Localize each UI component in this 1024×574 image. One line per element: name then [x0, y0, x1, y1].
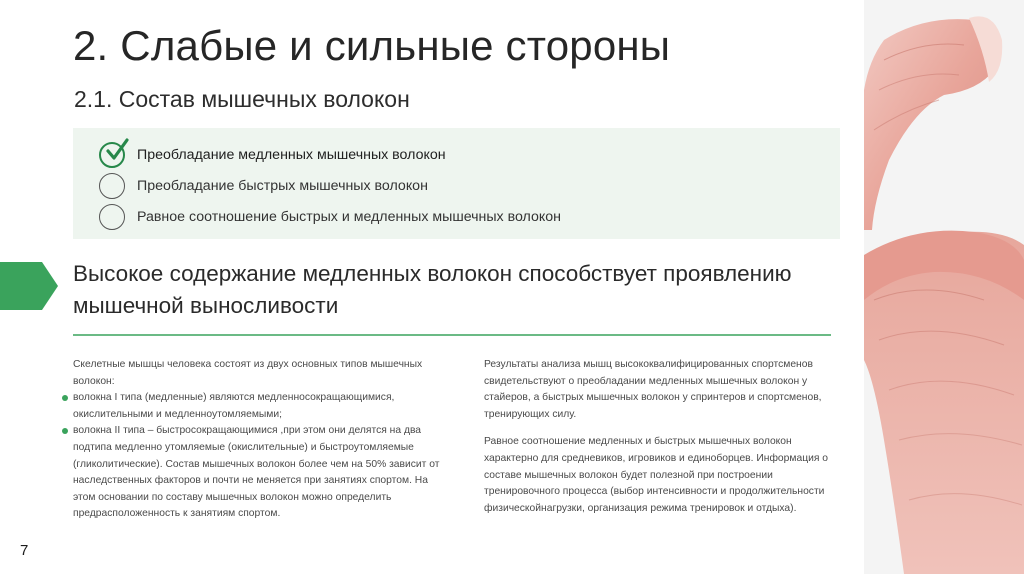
headline: Высокое содержание медленных волокон способствует проявлению мышечной выносливости — [73, 261, 792, 318]
option-label: Равное соотношение быстрых и медленных мышечных волокон — [137, 209, 561, 225]
bullet-text: волокна I типа (медленные) являются медленносокращающимися, окислительными и медленноутомляемыми; — [73, 392, 395, 420]
bullet-text: волокна II типа – быстросокращающимися ,при этом они делятся на два подтипа медленно утомляемые (окислительные) и быстроутомляемые (гликолитические). Состав мышечных волокон более чем на 50% зависит от наследственных факторов и почти не меняется при занятиях спортом. На этом основании по составу мышечных волокон можно определить предрасположенность к занятиям спортом. — [73, 425, 440, 520]
option-fast-fibers[interactable] — [99, 172, 428, 200]
page-number: 7 — [20, 542, 29, 559]
option-equal-ratio[interactable] — [99, 203, 561, 231]
option-slow-fibers[interactable] — [99, 141, 446, 169]
slide-subtitle: 2.1. Состав мышечных волокон — [74, 86, 410, 112]
right-paragraph-2: Равное соотношение медленных и быстрых мышечных волокон характерно для средневиков, игровиков и единоборцев. Информация о составе мышечных волокон будет полезной при построении тренировочного процесса (выбор интенсивности и продолжительности физическойнагрузки, организация режима тренировок и отдыха). — [484, 436, 829, 514]
bullet-dot-icon — [62, 428, 68, 434]
left-text-column — [73, 357, 453, 523]
empty-circle-icon — [99, 173, 125, 199]
option-label: Преобладание медленных мышечных волокон — [137, 147, 446, 163]
bullet-type-one — [73, 390, 453, 423]
bullet-dot-icon — [62, 395, 68, 401]
right-text-column — [484, 357, 834, 517]
empty-circle-icon — [99, 204, 125, 230]
option-label: Преобладание быстрых мышечных волокон — [137, 178, 428, 194]
slide-title: 2. Слабые и сильные стороны — [73, 22, 671, 69]
bullet-type-two — [73, 423, 453, 523]
checkmark-circle-icon — [99, 142, 125, 168]
muscle-illustration — [864, 0, 1024, 574]
right-paragraph-1: Результаты анализа мышц высококвалифицированных спортсменов свидетельствуют о преобладании медленных мышечных волокон у стайеров, а быстрых мышечных волокон у спринтеров и спортсменов, тренирующих силу. — [484, 359, 822, 420]
green-arrow-tab-icon — [0, 262, 58, 310]
left-intro: Скелетные мышцы человека состоят из двух основных типов мышечных волокон: — [73, 359, 423, 387]
divider — [73, 334, 831, 336]
answer-options-panel — [73, 128, 840, 239]
